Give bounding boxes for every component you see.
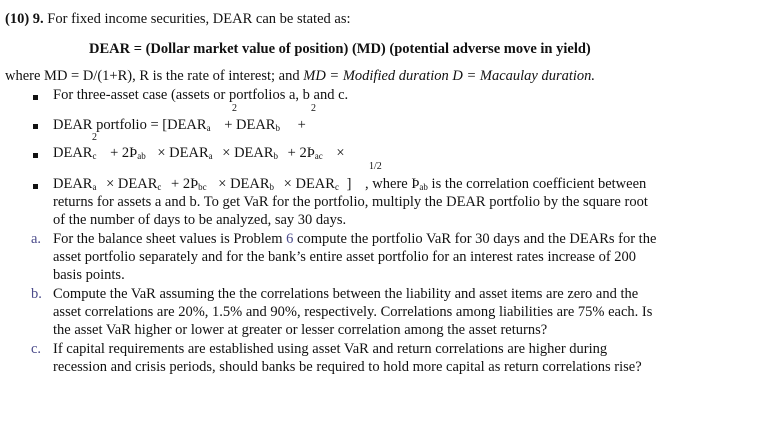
b3-times: × (336, 145, 345, 161)
b4-sub-c2: c (334, 182, 339, 192)
b4-sub-c: c (157, 182, 162, 192)
problem-header (5, 11, 351, 28)
question-a-line-3: basis points. (53, 267, 125, 283)
question-a-label: a. (31, 231, 42, 247)
b3-dear: DEAR (53, 145, 93, 161)
b3-sub-a: a (208, 151, 213, 161)
bullet-4 (33, 184, 38, 189)
bullet-1 (33, 95, 38, 100)
b4-bracket: ] (346, 176, 352, 192)
bullet-text-2 (53, 117, 306, 137)
b2-sub-a: a (206, 123, 211, 133)
b2-sub-b: b (275, 123, 280, 133)
where-italic: MD = Modified duration D = Macaulay duration. (303, 68, 596, 84)
b3-sub-ab: ab (137, 151, 146, 161)
question-b-line-2: asset correlations are 20%, 1.5% and 90%, respectively. Correlations among liabilities are 75% each. Is (53, 304, 653, 320)
question-a-line-1 (53, 231, 656, 248)
bullet-3 (33, 153, 38, 158)
b4-where: , where Þ (365, 176, 420, 192)
exp-2a: 2 (232, 103, 237, 114)
b4-sub-b: b (269, 182, 275, 192)
b4-x-dear-c2: × DEAR (283, 176, 335, 192)
b4-sub-ab: ab (419, 182, 428, 192)
qa-text-2: compute the portfolio VaR for 30 days and the DEARs for the (293, 231, 657, 247)
b4-x-dear-b: × DEAR (218, 176, 270, 192)
exp-2c: 2 (92, 132, 97, 143)
exp-2b: 2 (311, 103, 316, 114)
exp-half: 1/2 (369, 161, 382, 172)
where-prefix: where MD = D/(1+R), R is the rate of interest; and (5, 68, 304, 84)
dear-formula: DEAR = (Dollar market value of position) (MD) (potential adverse move in yield) (89, 41, 591, 57)
b4-dear: DEAR (53, 176, 93, 192)
b3-2rho: + 2Þ (110, 145, 138, 161)
bullet-4-cont-1: returns for assets a and b. To get VaR for the portfolio, multiply the DEAR portfolio by the square root (53, 194, 648, 210)
b3-sub-b: b (273, 151, 279, 161)
problem-intro: For fixed income securities, DEAR can be stated as: (43, 11, 351, 27)
problem-number: (10) 9. (5, 11, 44, 27)
bullet-2 (33, 124, 38, 129)
b2-plus: + (297, 117, 306, 133)
b3-x-dear-a: × DEAR (157, 145, 209, 161)
b4-x-dear-c: × DEAR (106, 176, 158, 192)
question-a-line-2: asset portfolio separately and for the bank’s entire asset portfolio for an interest rates increase of 200 (53, 249, 637, 265)
problem-6-link[interactable]: 6 (286, 231, 294, 247)
question-b-line-3: the asset VaR higher or lower at greater or lesser correlation among the asset returns? (53, 322, 548, 338)
question-c-line-1: If capital requirements are established using asset VaR and return correlations are higher during (53, 341, 608, 357)
question-b-label: b. (31, 286, 42, 302)
b3-sub-c: c (92, 151, 97, 161)
b4-tail: is the correlation coefficient between (431, 176, 647, 192)
qa-text-1: For the balance sheet values is Problem (53, 231, 287, 247)
b2-plus-dear: + DEAR (224, 117, 276, 133)
question-b-line-1: Compute the VaR assuming the the correlations between the liability and asset items are zero and the (53, 286, 639, 302)
bullet-text-4 (53, 176, 646, 196)
where-line (5, 68, 595, 85)
b4-sub-a: a (92, 182, 97, 192)
question-c-label: c. (31, 341, 42, 357)
b4-sub-bc: bc (198, 182, 207, 192)
b3-2rho-ac: + 2Þ (287, 145, 315, 161)
b3-sub-ac: ac (314, 151, 323, 161)
b4-2rho: + 2Þ (171, 176, 199, 192)
b3-x-dear-b: × DEAR (222, 145, 274, 161)
bullet-text-1: For three-asset case (assets or portfolios a, b and c. (53, 87, 349, 103)
bullet-text-3 (53, 145, 345, 165)
b2-lead: DEAR portfolio = [DEAR (53, 117, 207, 133)
question-c-line-2: recession and crisis periods, should banks be required to hold more capital as return correlations rise? (53, 359, 642, 375)
bullet-4-cont-2: of the number of days to be analyzed, say 30 days. (53, 212, 347, 228)
